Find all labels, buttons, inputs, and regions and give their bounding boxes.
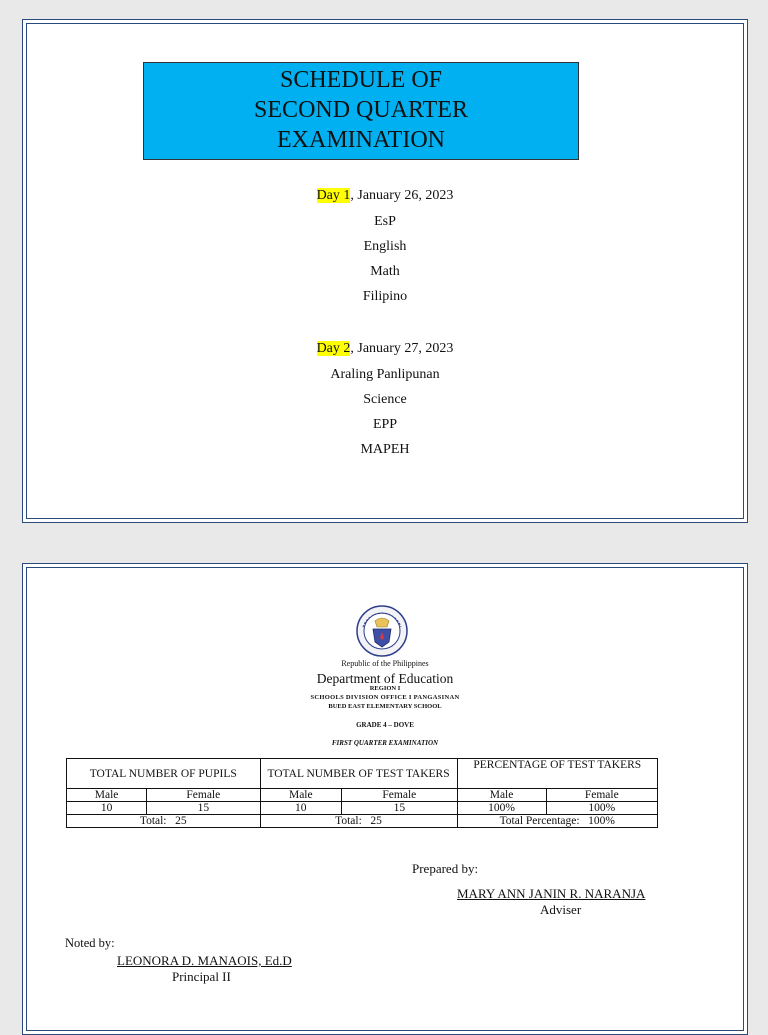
schedule-title-box (143, 62, 579, 160)
header-percentage: PERCENTAGE OF TEST TAKERS (457, 759, 657, 789)
table-cell: Total Percentage: 100% (457, 815, 657, 828)
subject: English (363, 239, 407, 254)
table-total-row (67, 815, 658, 828)
table-cell: 10 (67, 802, 147, 815)
grade-line: GRADE 4 – DOVE (356, 721, 414, 729)
adviser-name: MARY ANN JANIN R. NARANJA (457, 886, 646, 901)
department-name: Department of Education (316, 671, 454, 686)
title-line: SCHEDULE OF (279, 67, 442, 93)
prepared-by-label: Prepared by: (412, 861, 479, 876)
noted-by-label: Noted by: (65, 936, 115, 950)
school-line: BUED EAST ELEMENTARY SCHOOL (328, 703, 442, 710)
day-date: , January 27, 2023 (350, 341, 454, 356)
republic-line: Republic of the Philippines (341, 659, 429, 668)
report-page (22, 563, 748, 1035)
table-cell: 100% (457, 802, 546, 815)
header-total-pupils: TOTAL NUMBER OF PUPILS (67, 759, 261, 789)
subject: EPP (372, 417, 398, 432)
subject: EsP (374, 214, 396, 229)
adviser-role: Adviser (540, 902, 582, 917)
subject: Filipino (362, 289, 408, 304)
principal-name: LEONORA D. MANAOIS, Ed.D (117, 953, 292, 968)
table-cell: 15 (342, 802, 457, 815)
title-line: EXAMINATION (277, 127, 445, 153)
header-test-takers: TOTAL NUMBER OF TEST TAKERS (260, 759, 457, 789)
subject: Science (363, 392, 407, 407)
table-cell: Female (147, 789, 260, 802)
day-label: Day 2 (316, 341, 351, 356)
table-row (67, 802, 658, 815)
table-cell: Female (342, 789, 457, 802)
division-line: SCHOOLS DIVISION OFFICE I PANGASINAN (310, 694, 460, 701)
table-header-row (67, 759, 658, 789)
table-cell: 15 (147, 802, 260, 815)
subject: Math (370, 264, 400, 279)
subject: Araling Panlipunan (330, 367, 440, 382)
table-cell: 10 (260, 802, 342, 815)
day-label: Day 1 (316, 188, 351, 203)
title-line: SECOND QUARTER (254, 97, 468, 123)
table-cell: Male (260, 789, 342, 802)
day-2-heading (23, 341, 747, 357)
table-row (67, 789, 658, 802)
table-cell: Male (457, 789, 546, 802)
table-cell: Total: 25 (260, 815, 457, 828)
test-takers-table (66, 758, 658, 828)
table-cell: Male (67, 789, 147, 802)
subject: MAPEH (360, 442, 410, 457)
table-cell: 100% (546, 802, 657, 815)
day-date: , January 26, 2023 (350, 188, 454, 203)
deped-seal-icon (356, 605, 408, 657)
exam-line: FIRST QUARTER EXAMINATION (331, 739, 439, 747)
principal-role: Principal II (172, 969, 231, 984)
region-line: REGION I (369, 685, 401, 692)
schedule-page (22, 19, 748, 523)
day-1-heading (23, 188, 747, 204)
table-cell: Female (546, 789, 657, 802)
table-cell: Total: 25 (67, 815, 261, 828)
